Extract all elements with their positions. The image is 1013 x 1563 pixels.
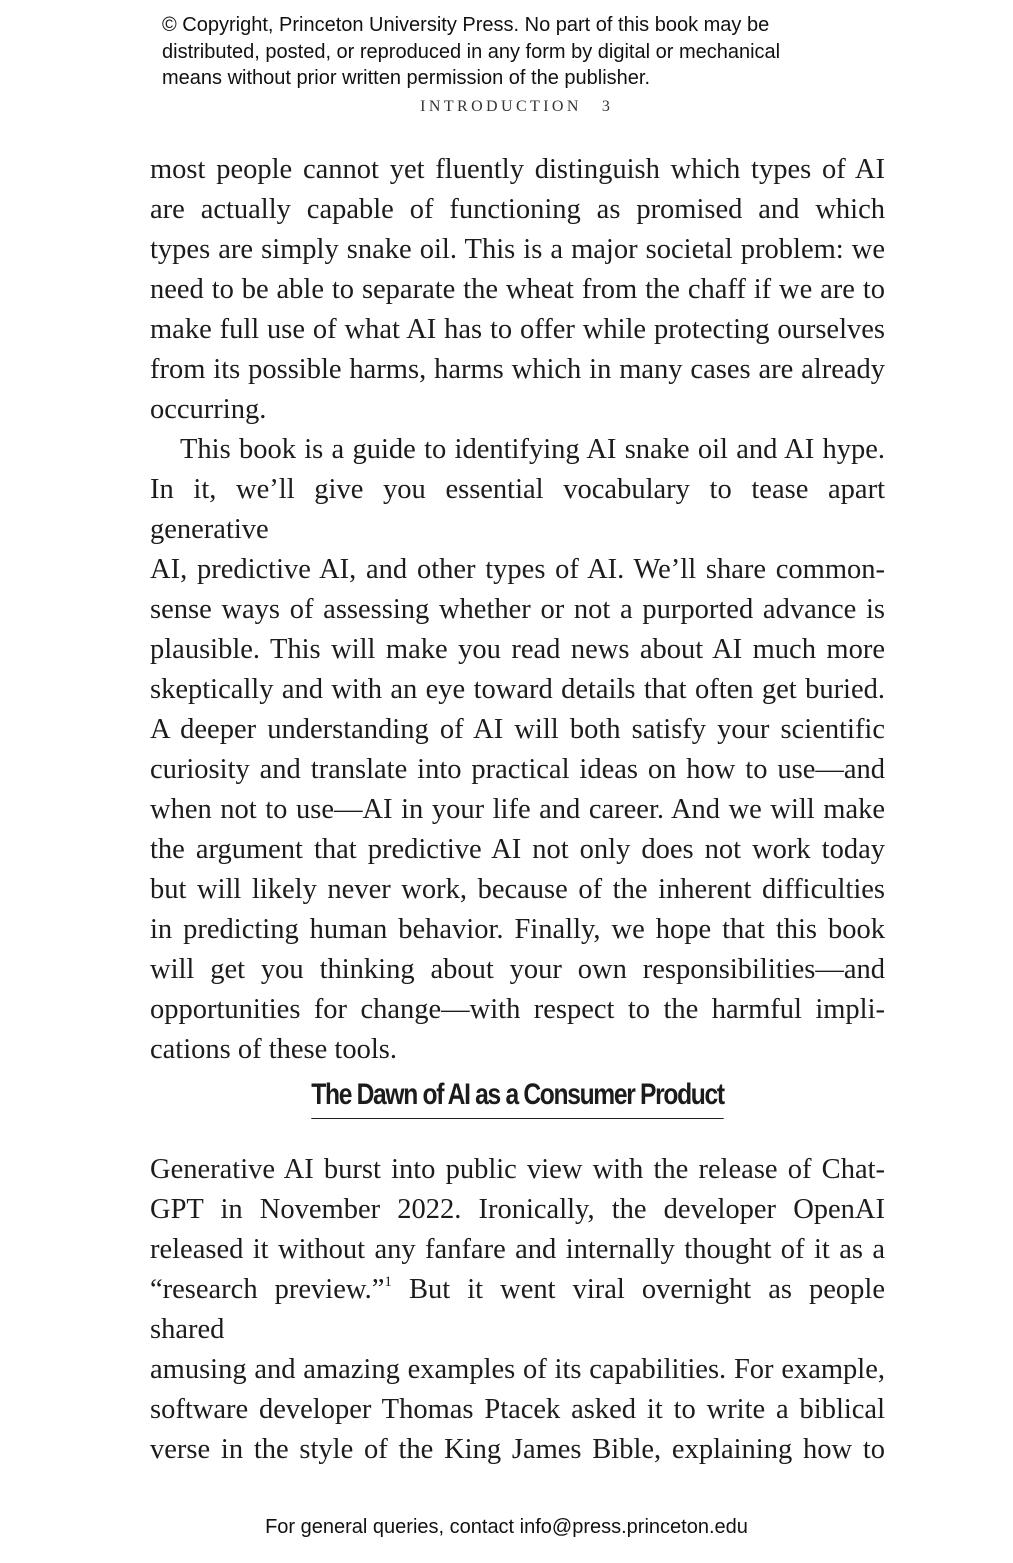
copyright-line: © Copyright, Princeton University Press. No part of this book may be [162,14,770,36]
running-head [0,98,1013,116]
text-line: in predicting human behavior. Finally, we hope that this book [150,914,885,945]
text-line: cations of these tools. [150,1034,397,1065]
footer-contact: For general queries, contact info@press.princeton.edu [265,1516,748,1538]
copyright-line: distributed, posted, or reproduced in any form by digital or mechanical [162,40,781,63]
text-line: Generative AI burst into public view with the release of Chat- [150,1154,885,1185]
text-line: verse in the style of the King James Bible, explaining how to [150,1434,885,1465]
text-line: are actually capable of functioning as promised and which [150,194,885,225]
text-line: need to be able to separate the wheat from the chaff if we are to [150,274,885,305]
footnote-marker[interactable]: 1 [384,1273,392,1290]
section-heading-text: The Dawn of AI as a Consumer Product [311,1078,723,1119]
text-line: will get you thinking about your own responsibilities—and [150,954,885,985]
text-line: GPT in November 2022. Ironically, the developer OpenAI [150,1194,885,1225]
text-line: software developer Thomas Ptacek asked it to write a biblical [150,1394,885,1425]
text-line: opportunities for change—with respect to the harmful impli- [150,994,885,1025]
copyright-notice [162,12,882,92]
text-line: from its possible harms, harms which in many cases are already [150,354,885,385]
text-line: types are simply snake oil. This is a major societal problem: we [150,234,885,265]
text-line: sense ways of assessing whether or not a purported advance is [150,594,885,625]
text-line: plausible. This will make you read news about AI much more [150,634,885,665]
page-number: 3 [601,98,610,115]
text-fragment: “research preview.” [150,1274,385,1305]
section-heading [0,1078,1013,1119]
text-line: In it, we’ll give you essential vocabulary to tease apart generative [150,474,885,545]
text-line: AI, predictive AI, and other types of AI. We’ll share common- [150,554,885,585]
text-line: most people cannot yet fluently distinguish which types of AI [150,154,885,185]
text-line: released it without any fanfare and internally thought of it as a [150,1234,885,1265]
body-text-top [150,150,885,1070]
text-line: when not to use—AI in your life and career. And we will make [150,794,885,825]
text-line: amusing and amazing examples of its capabilities. For example, [150,1354,885,1385]
text-line: make full use of what AI has to offer while protecting ourselves [150,314,885,345]
text-line: occurring. [150,394,267,425]
text-line [150,1270,885,1350]
text-line: A deeper understanding of AI will both satisfy your scientific [150,714,885,745]
text-line: This book is a guide to identifying AI snake oil and AI hype. [180,434,885,465]
body-text-bottom [150,1150,885,1470]
paragraph-1 [150,150,885,430]
paragraph-3 [150,1150,885,1470]
text-line: but will likely never work, because of the inherent difficulties [150,874,885,905]
text-line: skeptically and with an eye toward details that often get buried. [150,674,885,705]
paragraph-2 [150,430,885,1070]
text-line: curiosity and translate into practical ideas on how to use—and [150,754,885,785]
text-line: the argument that predictive AI not only does not work today [150,834,885,865]
text-fragment: But it went viral overnight as people shared [150,1274,885,1345]
running-head-section: INTRODUCTION [420,98,582,115]
copyright-line: means without prior written permission of the publisher. [162,67,651,89]
